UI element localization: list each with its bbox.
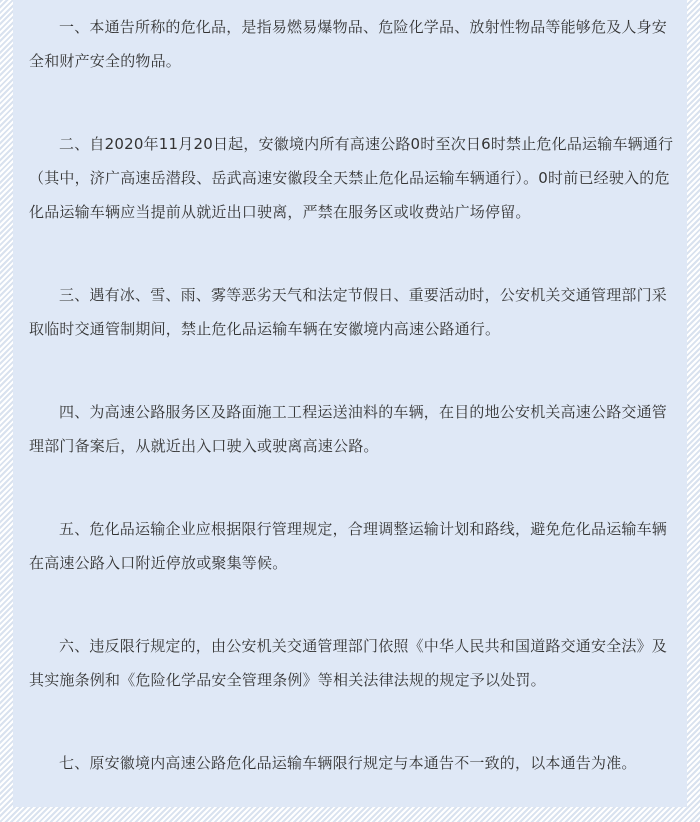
notice-panel — [13, 0, 687, 807]
notice-paragraph-6: 六、违反限行规定的，由公安机关交通管理部门依照《中华人民共和国道路交通安全法》及其实施条例和《危险化学品安全管理条例》等相关法律法规的规定予以处罚。 — [29, 637, 668, 689]
notice-paragraph-1: 一、本通告所称的危化品，是指易燃易爆物品、危险化学品、放射性物品等能够危及人身安全和财产安全的物品。 — [29, 18, 668, 70]
notice-paragraph-3: 三、遇有冰、雪、雨、雾等恶劣天气和法定节假日、重要活动时，公安机关交通管理部门采取临时交通管制期间，禁止危化品运输车辆在安徽境内高速公路通行。 — [29, 286, 668, 338]
notice-paragraph-2: 二、自2020年11月20日起，安徽境内所有高速公路0时至次日6时禁止危化品运输车辆通行（其中，济广高速岳潜段、岳武高速安徽段全天禁止危化品运输车辆通行）。0时前已经驶入的危化品运输车辆应当提前从就近出口驶离，严禁在服务区或收费站广场停留。 — [29, 135, 674, 221]
notice-paragraph-7: 七、原安徽境内高速公路危化品运输车辆限行规定与本通告不一致的，以本通告为准。 — [59, 754, 637, 772]
notice-paragraph-5: 五、危化品运输企业应根据限行管理规定，合理调整运输计划和路线，避免危化品运输车辆在高速公路入口附近停放或聚集等候。 — [29, 520, 668, 572]
notice-paragraph-4: 四、为高速公路服务区及路面施工工程运送油料的车辆，在目的地公安机关高速公路交通管理部门备案后，从就近出入口驶入或驶离高速公路。 — [29, 403, 668, 455]
